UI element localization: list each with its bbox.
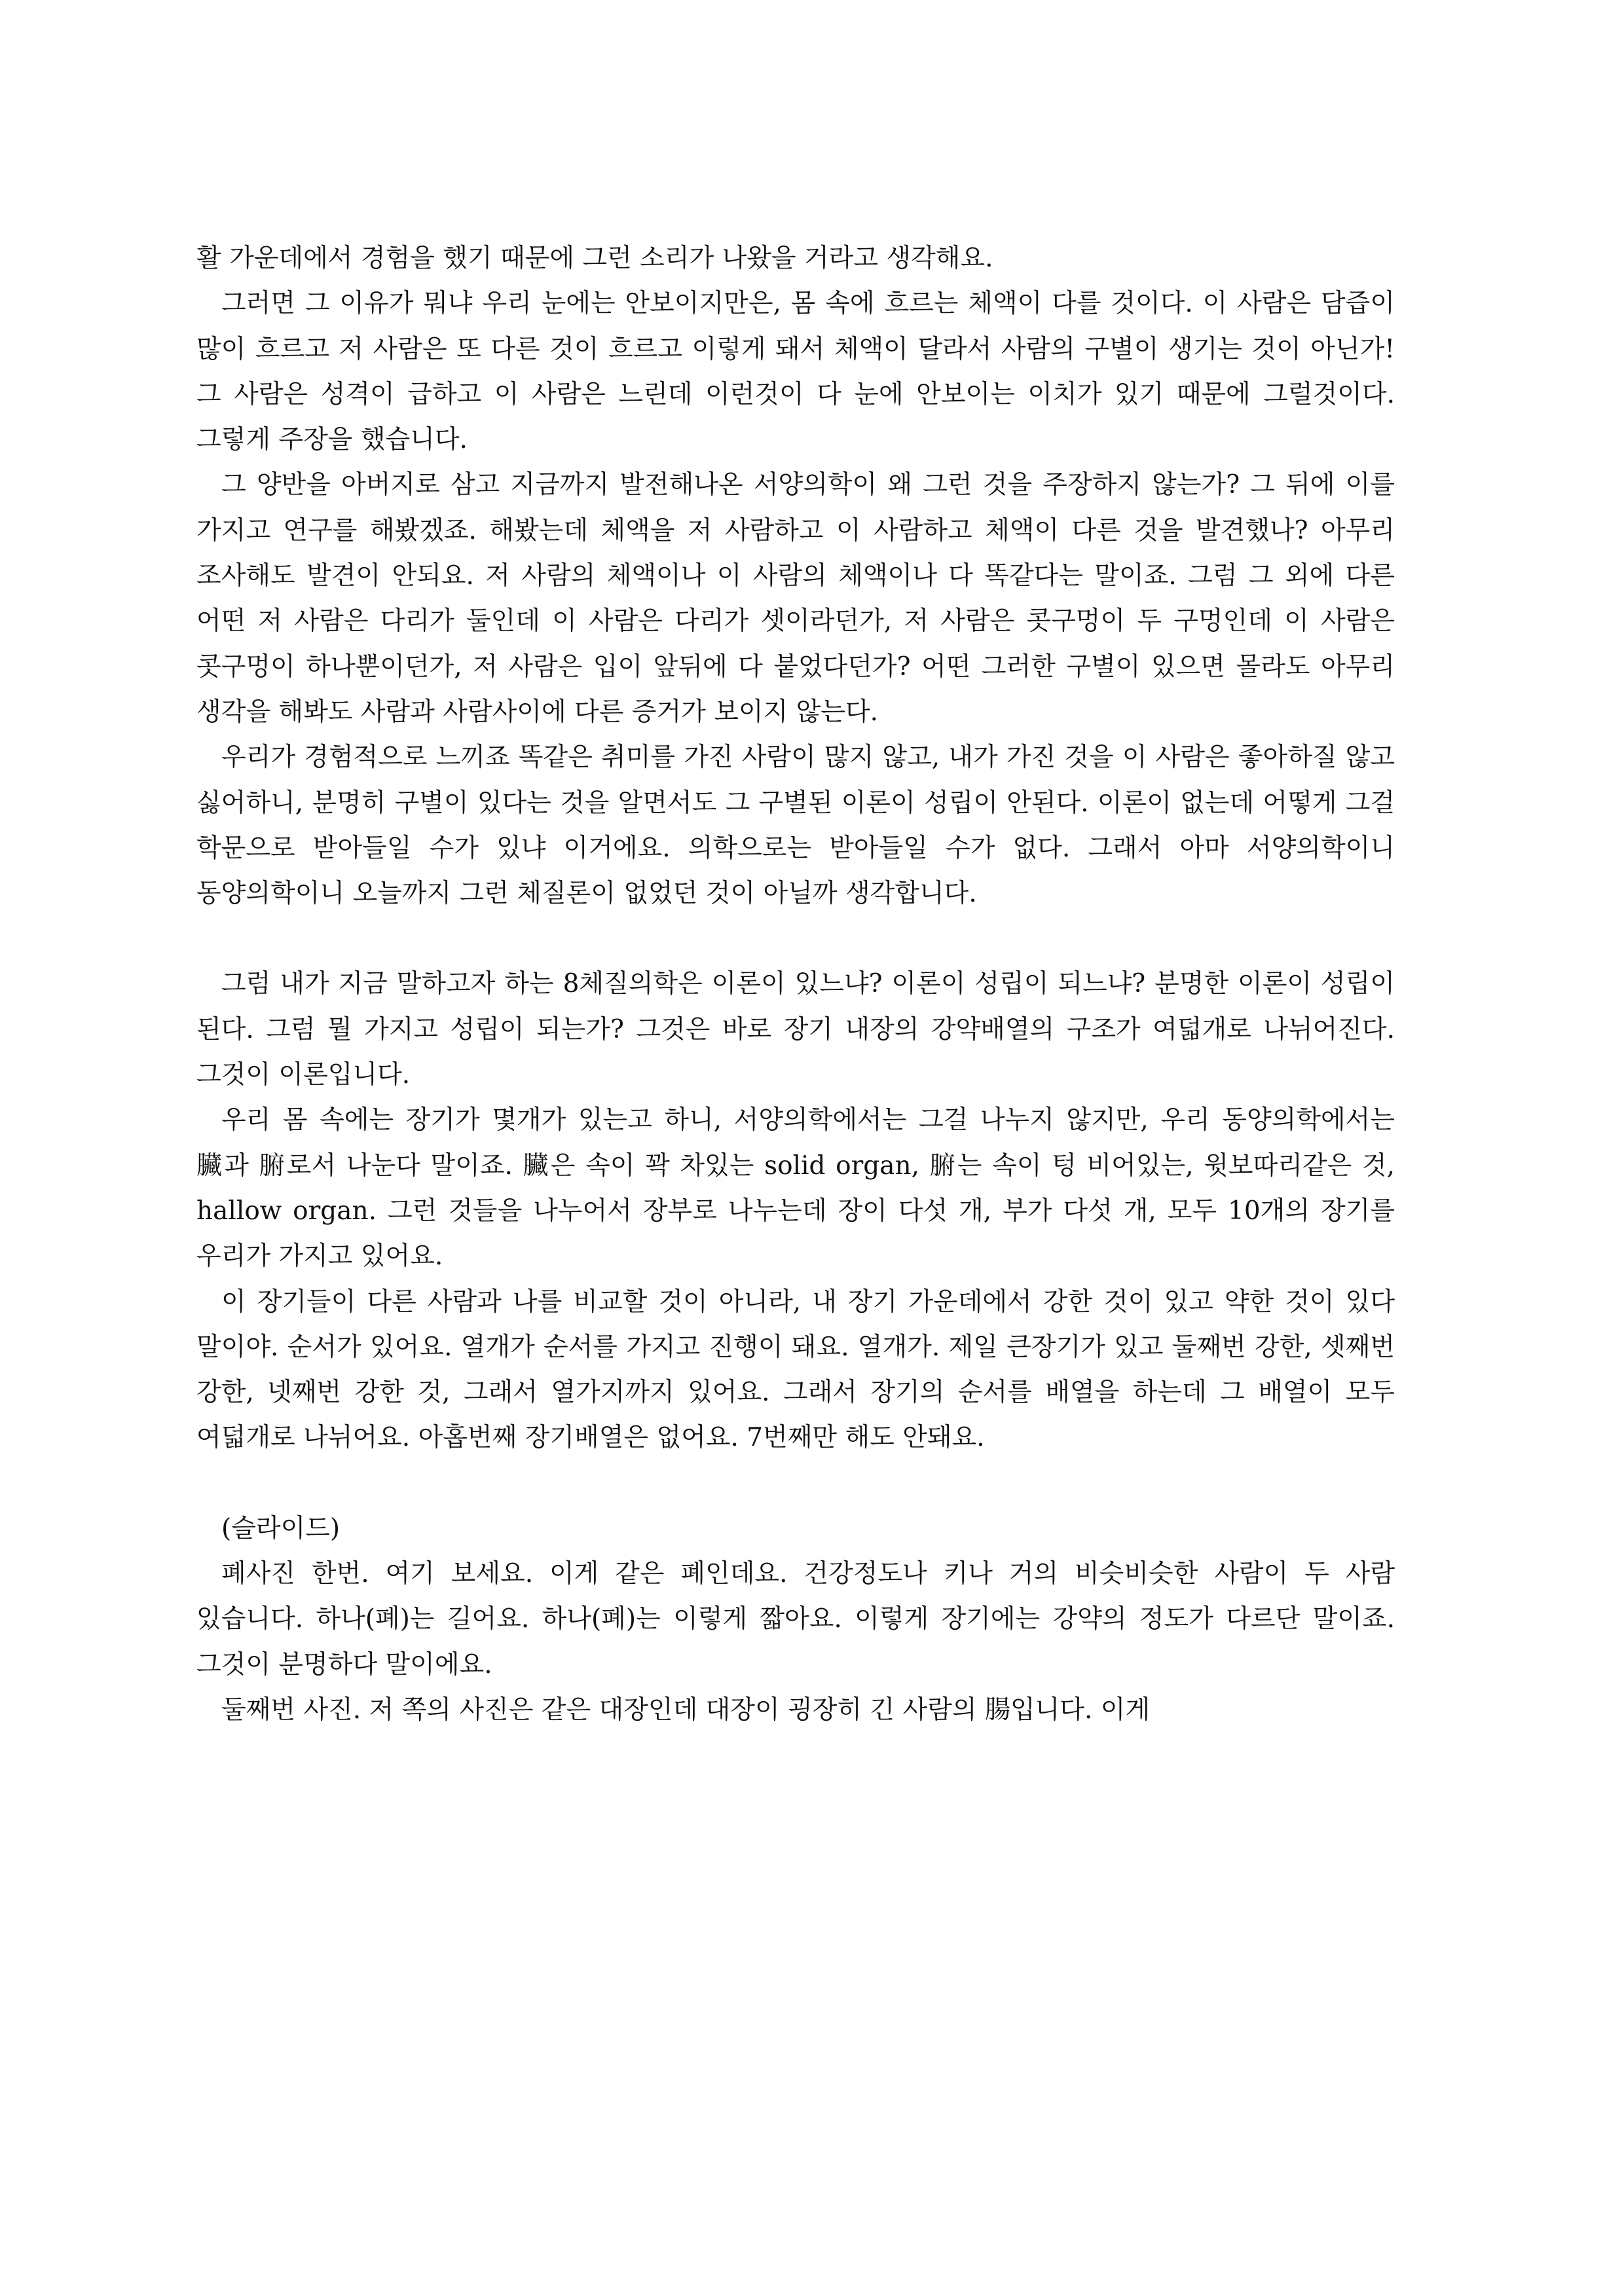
paragraph-6: 우리 몸 속에는 장기가 몇개가 있는고 하니, 서양의학에서는 그걸 나누지 않지만, 우리 동양의학에서는 臟과 腑로서 나눈다 말이죠. 臟은 속이 꽉 차있는 solid organ, 腑는 속이 텅 비어있는, 윗보따리같은 것, hallow organ. 그런 것들을 나누어서 장부로 나누는데 장이 다섯 개, 부가 다섯 개, 모두 10개의 장기를 우리가 가지고 있어요. [196, 1105, 1395, 1272]
paragraph-spacer [196, 916, 1395, 961]
paragraph-5: 그럼 내가 지금 말하고자 하는 8체질의학은 이론이 있느냐? 이론이 성립이 되느냐? 분명한 이론이 성립이 된다. 그럼 뭘 가지고 성립이 되는가? 그것은 바로 장기 내장의 강약배열의 구조가 여덟개로 나뉘어진다. 그것이 이론입니다. [196, 969, 1395, 1090]
paragraph-9: 폐사진 한번. 여기 보세요. 이게 같은 폐인데요. 건강정도나 키나 거의 비슷비슷한 사람이 두 사람 있습니다. 하나(폐)는 길어요. 하나(폐)는 이렇게 짧아요. 이렇게 장기에는 강약의 정도가 다르단 말이죠. 그것이 분명하다 말이에요. [196, 1559, 1395, 1680]
paragraph-7: 이 장기들이 다른 사람과 나를 비교할 것이 아니라, 내 장기 가운데에서 강한 것이 있고 약한 것이 있다 말이야. 순서가 있어요. 열개가 순서를 가지고 진행이 돼요. 열개가. 제일 큰장기가 있고 둘째번 강한, 셋째번 강한, 넷째번 강한 것, 그래서 열가지까지 있어요. 그래서 장기의 순서를 배열을 하는데 그 배열이 모두 여덟개로 나뉘어요. 아홉번째 장기배열은 없어요. 7번째만 해도 안돼요. [196, 1287, 1395, 1453]
paragraph-spacer [196, 1461, 1395, 1506]
paragraph-10: 둘째번 사진. 저 쪽의 사진은 같은 대장인데 대장이 굉장히 긴 사람의 腸입니다. 이게 [221, 1695, 1151, 1725]
document-page [196, 236, 1395, 1733]
paragraph-2: 그러면 그 이유가 뭐냐 우리 눈에는 안보이지만은, 몸 속에 흐르는 체액이 다를 것이다. 이 사람은 담즙이 많이 흐르고 저 사람은 또 다른 것이 흐르고 이렇게 돼서 체액이 달라서 사람의 구별이 생기는 것이 아닌가! 그 사람은 성격이 급하고 이 사람은 느린데 이런것이 다 눈에 안보이는 이치가 있기 때문에 그럴것이다. 그렇게 주장을 했습니다. [196, 289, 1395, 455]
paragraph-4: 우리가 경험적으로 느끼죠 똑같은 취미를 가진 사람이 많지 않고, 내가 가진 것을 이 사람은 좋아하질 않고 싫어하니, 분명히 구별이 있다는 것을 알면서도 그 구별된 이론이 성립이 안된다. 이론이 없는데 어떻게 그걸 학문으로 받아들일 수가 있냐 이거에요. 의학으로는 받아들일 수가 없다. 그래서 아마 서양의학이니 동양의학이니 오늘까지 그런 체질론이 없었던 것이 아닐까 생각합니다. [196, 743, 1395, 909]
slide-note: (슬라이드) [221, 1513, 341, 1543]
paragraph-3: 그 양반을 아버지로 삼고 지금까지 발전해나온 서양의학이 왜 그런 것을 주장하지 않는가? 그 뒤에 이를 가지고 연구를 해봤겠죠. 해봤는데 체액을 저 사람하고 이 사람하고 체액이 다른 것을 발견했나? 아무리 조사해도 발견이 안되요. 저 사람의 체액이나 이 사람의 체액이나 다 똑같다는 말이죠. 그럼 그 외에 다른 어떤 저 사람은 다리가 둘인데 이 사람은 다리가 셋이라던가, 저 사람은 콧구멍이 두 구멍인데 이 사람은 콧구멍이 하나뿐이던가, 저 사람은 입이 앞뒤에 다 붙었다던가? 어떤 그러한 구별이 있으면 몰라도 아무리 생각을 해봐도 사람과 사람사이에 다른 증거가 보이지 않는다. [196, 470, 1395, 727]
paragraph-1: 활 가운데에서 경험을 했기 때문에 그런 소리가 나왔을 거라고 생각해요. [196, 244, 993, 273]
